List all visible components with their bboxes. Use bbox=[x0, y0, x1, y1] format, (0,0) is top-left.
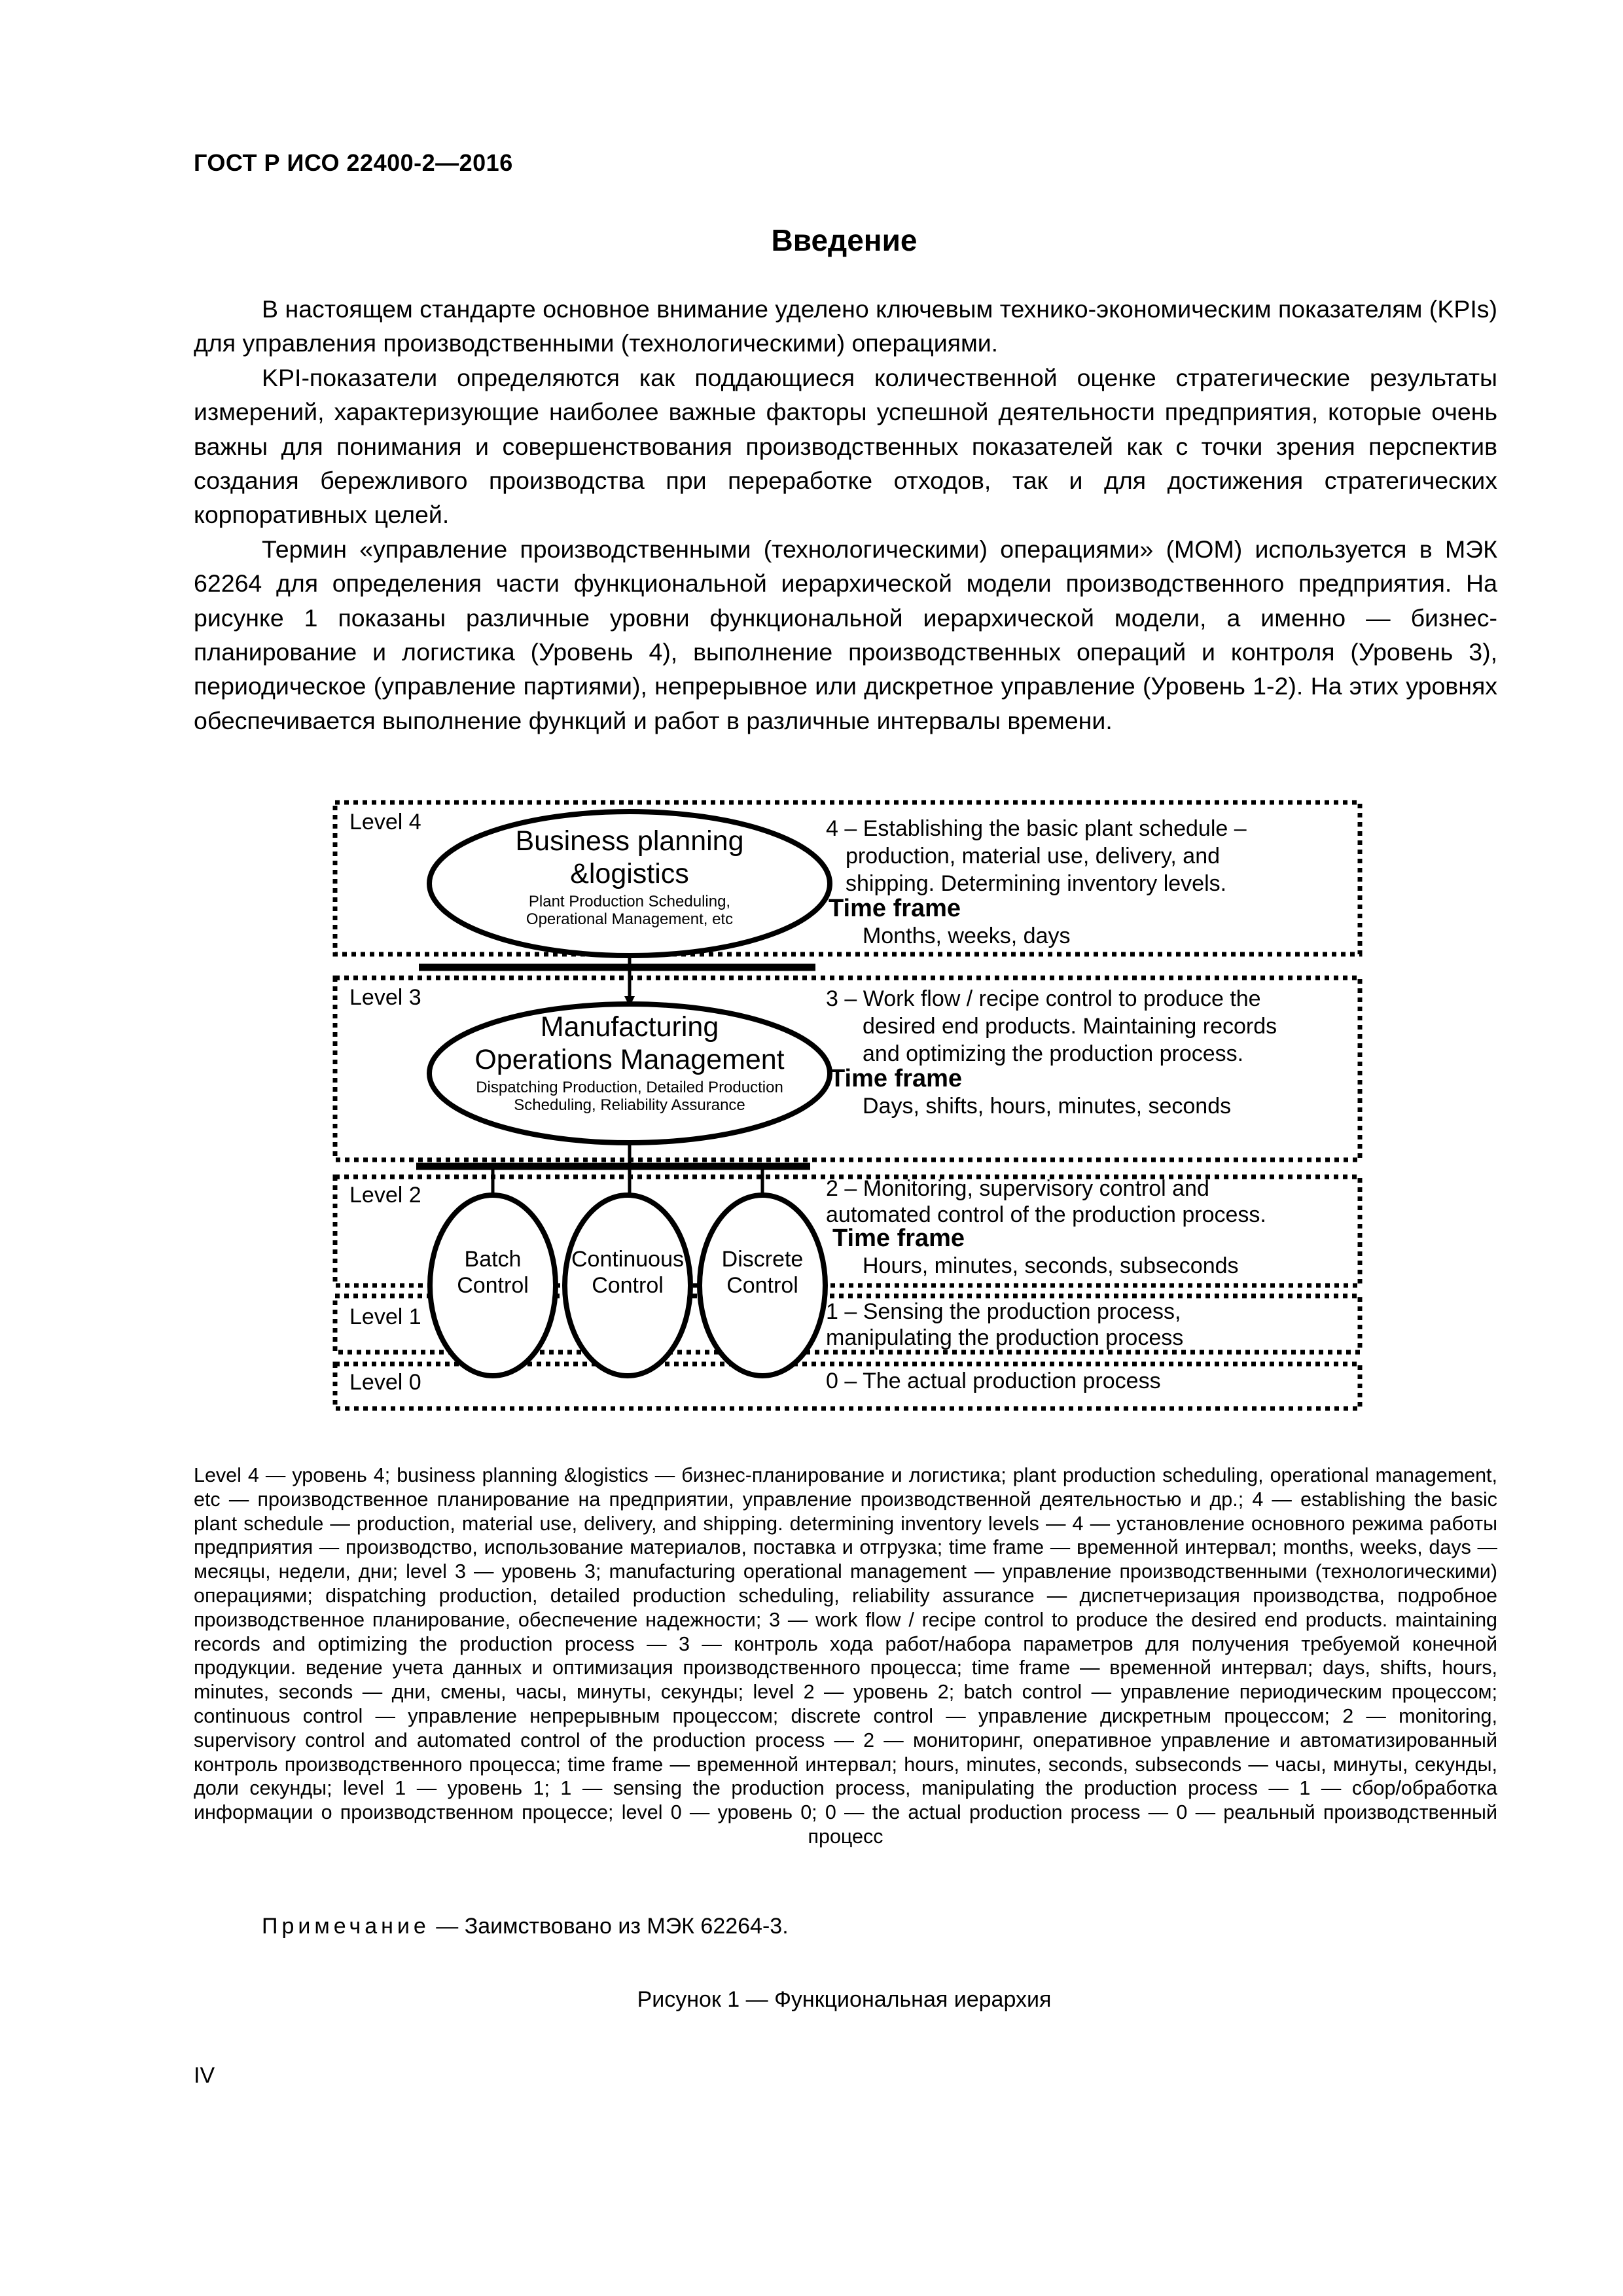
level3-description-line: 3 – Work flow / recipe control to produce the bbox=[826, 986, 1261, 1011]
paragraph: В настоящем стандарте основное внимание уделено ключевым технико-экономическим показателям (KPIs) для управления производственными (технологическими) операциями. bbox=[194, 295, 1497, 357]
level0-description-line: 0 – The actual production process bbox=[826, 1369, 1161, 1393]
figure-legend: Level 4 — уровень 4; business planning &logistics — бизнес-планирование и логистика; plant production scheduling, operational management, etc — производственное планирование на предприятии, управление производственной деятельностью и др.; 4 — establishing the basic plant schedule — production, material use, delivery, and shipping. determining inventory levels — 4 — установление основного режима работы предприятия — производство, использование материалов, поставка и отгрузка; time frame — временной интервал; months, weeks, days — месяцы, недели, дни; level 3 — уровень 3; manufacturing operational management — управление производственными (технологическими) операциями; dispatching production, detailed production scheduling, reliability assurance — диспетчеризация производства, подробное производственное планирование, обеспечение надежности; 3 — work flow / recipe control to produce the desired end products. maintaining records and optimizing the production process — 3 — контроль хода работ/набора параметров для получения требуемой конечной продукции. ведение учета данных и оптимизация производственного процесса; time frame — временной интервал; days, shifts, hours, minutes, seconds — дни, смены, часы, минуты, секунды; level 2 — уровень 2; batch control — управление периодическим процессом; continuous control — управление непрерывным процессом; discrete control — управление дискретным процессом; 2 — monitoring, supervisory control and automated control of the production process — 2 — мониторинг, оперативное управление и автоматизированный контроль производственного процесса; time frame — временной интервал; hours, minutes, seconds, subseconds — часы, минуты, секунды, доли секунды; level 1 — уровень 1; 1 — sensing the production process, manipulating the production process — 1 — сбор/обработка информации о производственном процессе; level 0 — уровень 0; 0 — the actual production process — 0 — реальный производственный процесс bbox=[194, 1464, 1497, 1848]
continuous-control-label: Continuous Control bbox=[571, 1247, 684, 1298]
level4-time-frame-label: Time frame bbox=[829, 895, 961, 922]
document-code: ГОСТ Р ИСО 22400-2—2016 bbox=[194, 149, 513, 176]
level2-time-frame-label: Time frame bbox=[832, 1225, 965, 1252]
section-title: Введение bbox=[771, 223, 918, 257]
level3-time-frame-value: Days, shifts, hours, minutes, seconds bbox=[863, 1094, 1232, 1119]
level1-description-line: 1 – Sensing the production process, bbox=[826, 1299, 1181, 1324]
level4-label: Level 4 bbox=[349, 810, 421, 834]
level2-description-line: 2 – Monitoring, supervisory control and bbox=[826, 1176, 1209, 1201]
discrete-control-label: Discrete Control bbox=[721, 1247, 804, 1298]
level4-description-line: 4 – Establishing the basic plant schedule – bbox=[826, 816, 1247, 841]
level3-description-line: and optimizing the production process. bbox=[863, 1041, 1244, 1066]
level0-label: Level 0 bbox=[349, 1370, 421, 1395]
note bbox=[262, 1914, 789, 1939]
figure-caption: Рисунок 1 — Функциональная иерархия bbox=[637, 1987, 1052, 2012]
level1-label: Level 1 bbox=[349, 1304, 421, 1329]
level4-description-line: production, material use, delivery, and bbox=[846, 844, 1221, 869]
mom-subtitle: Dispatching Production, Detailed Production Scheduling, Reliability Assurance bbox=[476, 1079, 783, 1114]
business-planning-subtitle: Plant Production Scheduling, Operational Management, etc bbox=[526, 893, 734, 928]
note-text: — Заимствовано из МЭК 62264-3. bbox=[429, 1914, 789, 1939]
level4-description-line: shipping. Determining inventory levels. bbox=[846, 871, 1227, 896]
batch-control-label: Batch Control bbox=[457, 1247, 529, 1298]
business-planning-title: Business planning &logistics bbox=[515, 825, 744, 889]
level1-description-line: manipulating the production process bbox=[826, 1325, 1184, 1350]
level2-label: Level 2 bbox=[349, 1183, 421, 1208]
level2-time-frame-value: Hours, minutes, seconds, subseconds bbox=[863, 1253, 1239, 1278]
level3-description-line: desired end products. Maintaining records bbox=[863, 1014, 1277, 1039]
level4-time-frame-value: Months, weeks, days bbox=[863, 924, 1071, 948]
mom-title: Manufacturing Operations Management bbox=[474, 1011, 785, 1075]
note-label: Примечание bbox=[262, 1914, 430, 1939]
paragraph: KPI-показатели определяются как поддающиеся количественной оценке стратегические результаты измерений, характеризующие наиболее важные факторы успешной деятельности предприятия, которые очень важны для понимания и совершенствования производственных показателей как с точки зрения перспектив создания бережливого производства при переработке отходов, так и для достижения стратегических корпоративных целей. bbox=[194, 363, 1497, 529]
level3-label: Level 3 bbox=[349, 985, 421, 1010]
paragraph: Термин «управление производственными (технологическими) операциями» (MOM) используется в МЭК 62264 для определения части функциональной иерархической модели производственного предприятия. На рисунке 1 показаны различные уровни функциональной иерархической модели, а именно — бизнес-планирование и логистика (Уровень 4), выполнение производственных операций и контроля (Уровень 3), периодическое (управление партиями), непрерывное или дискретное управление (Уровень 1-2). На этих уровнях обеспечивается выполнение функций и работ в различные интервалы времени. bbox=[194, 535, 1497, 734]
page-number: IV bbox=[194, 2063, 215, 2088]
level3-time-frame-label: Time frame bbox=[830, 1065, 963, 1092]
level2-description-line: automated control of the production process. bbox=[826, 1202, 1266, 1227]
